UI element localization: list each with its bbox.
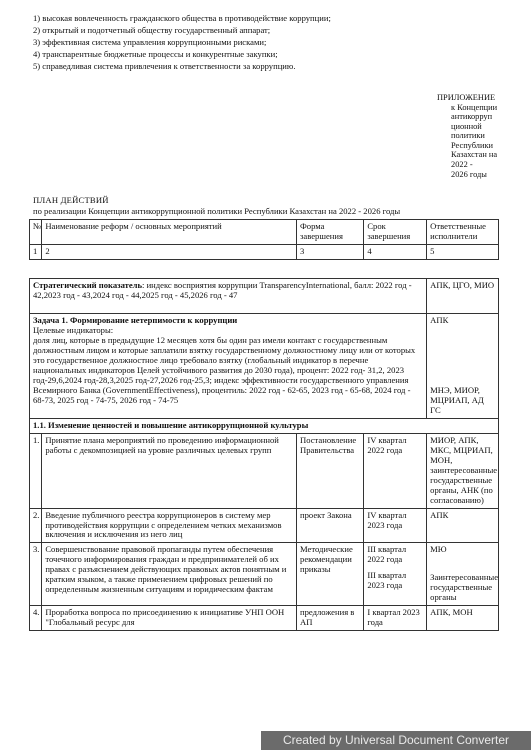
appendix-block xyxy=(437,93,497,179)
row-resp: АПК, МОН xyxy=(427,606,499,631)
appendix-line: 2022 - xyxy=(451,160,473,170)
header-cell: Срок завершения xyxy=(364,220,427,245)
row-name: Принятие плана мероприятий по проведению информационной работы с декомпозицией на уровне различных целевых групп xyxy=(42,433,297,508)
table-header-row xyxy=(30,220,499,245)
appendix-line: Республики xyxy=(451,140,494,150)
header-cell: № xyxy=(30,220,42,245)
row-term: III квартал 2022 года xyxy=(367,544,407,565)
task-cell xyxy=(30,313,427,418)
row-number: 4. xyxy=(30,606,42,631)
task-resp-2: МНЭ, МИОР, МЦРИАП, АД ГС xyxy=(430,384,484,415)
strategic-indicator-cell xyxy=(30,278,427,313)
intro-item: 2) открытый и подотчетный обществу государственный аппарат; xyxy=(33,25,271,35)
row-resp: МЮ xyxy=(430,544,447,555)
action-plan-table xyxy=(29,219,499,631)
task-resp-1: АПК xyxy=(430,314,449,325)
section-row xyxy=(30,418,499,433)
appendix-line: Казахстан на xyxy=(451,150,498,160)
row-number: 3. xyxy=(30,543,42,606)
row-name: Совершенствование правовой пропаганды путем обеспечения точечного информирования граждан и предпринимателей об их правах с разъяснением действующих правовых актов понятным и кратким языком, а также применением цифровых решений по определенным жизненным ситуациям и юридическим фактам xyxy=(42,543,297,606)
column-number: 2 xyxy=(42,244,297,259)
task-title: Задача 1. Формирование нетерпимости к коррупции xyxy=(33,314,238,325)
spacer-cell xyxy=(30,259,499,278)
row-resp: МИОР, АПК, МКС, МЦРИАП, МОН, заинтересованные государственные органы, АНК (по согласованию) xyxy=(427,433,499,508)
spacer-row xyxy=(30,259,499,278)
table-row xyxy=(30,543,499,606)
intro-item: 4) транспарентные бюджетные процессы и конкурентные закупки; xyxy=(33,49,278,59)
row-resp: АПК xyxy=(427,508,499,543)
row-term: IV квартал 2023 года xyxy=(364,508,427,543)
converter-watermark: Created by Universal Document Converter xyxy=(261,731,531,750)
row-term: IV квартал 2022 года xyxy=(364,433,427,508)
strategic-indicator-row xyxy=(30,278,499,313)
row-term: I квартал 2023 года xyxy=(364,606,427,631)
appendix-line: антикорруп xyxy=(451,112,493,122)
strategic-resp: АПК, ЦГО, МИО xyxy=(427,278,499,313)
plan-title: ПЛАН ДЕЙСТВИЙ xyxy=(33,195,109,205)
column-number-row xyxy=(30,244,499,259)
strategic-label: Стратегический показатель xyxy=(33,279,143,290)
row-form: предложения в АП xyxy=(297,606,364,631)
row-resp-2: Заинтересованные государственные органы xyxy=(430,572,499,603)
intro-item: 5) справедливая система привлечения к ответственности за коррупцию. xyxy=(33,61,296,71)
column-number: 5 xyxy=(427,244,499,259)
task-resp-cell xyxy=(427,313,499,418)
table-row xyxy=(30,433,499,508)
task-row xyxy=(30,313,499,418)
column-number: 1 xyxy=(30,244,42,259)
section-heading: 1.1. Изменение ценностей и повышение антикоррупционной культуры xyxy=(30,418,499,433)
table-row xyxy=(30,508,499,543)
appendix-line: ционной xyxy=(451,121,482,131)
appendix-line: к Концепции xyxy=(451,102,498,112)
row-number: 1. xyxy=(30,433,42,508)
task-targets-label: Целевые индикаторы: xyxy=(33,324,114,335)
row-number: 2. xyxy=(30,508,42,543)
intro-item: 1) высокая вовлеченность гражданского общества в противодействие коррупции; xyxy=(33,13,331,23)
table-row xyxy=(30,606,499,631)
intro-list xyxy=(33,14,331,74)
row-term-2: III квартал 2023 года xyxy=(367,570,407,591)
column-number: 3 xyxy=(297,244,364,259)
task-body: доля лиц, которые в предыдущие 12 месяцев хотя бы один раз имели контакт с государственным должностным лицом и которые заплатили взятку государственному должностному лицу или от которых это государственное должностное лицо требовало взятку (глобальный индикатор в перечне национальных индикаторов Целей устойчивого развития до 2030 года), процент: 2022 год- 31,2, 2023 год-29,6,2024 год-28,3,2025 год-27,2026 год-25,3; индекс эффективности государственного управления Всемирного Банка (GovernmentEffectiveness), процентиль: 2022 год - 62-65, 2023 год - 65-68, 2024 год - 68-73, 2025 год - 74-75, 2026 год - 74-75 xyxy=(33,334,416,405)
row-resp-cell xyxy=(427,543,499,606)
row-name: Проработка вопроса по присоединению к инициативе УНП ООН "Глобальный ресурс для xyxy=(42,606,297,631)
row-form: проект Закона xyxy=(297,508,364,543)
row-name: Введение публичного реестра коррупционеров в систему мер противодействия коррупции с определением четких механизмов включения и исключения из него лиц xyxy=(42,508,297,543)
appendix-title: ПРИЛОЖЕНИЕ xyxy=(437,93,496,102)
appendix-line: 2026 годы xyxy=(451,169,487,179)
appendix-line: политики xyxy=(451,131,485,141)
header-cell: Наименование реформ / основных мероприятий xyxy=(42,220,297,245)
column-number: 4 xyxy=(364,244,427,259)
strategic-text: : индекс восприятия коррупции TransparencyInternational, балл: 2022 год - 42,2023 год - 43,2024 год - 44,2025 год - 45,2026 год - 47 xyxy=(33,279,412,300)
row-form: Методические рекомендации приказы xyxy=(297,543,364,606)
row-term-cell xyxy=(364,543,427,606)
intro-item: 3) эффективная система управления коррупционными рисками; xyxy=(33,37,267,47)
header-cell: Ответственные исполнители xyxy=(427,220,499,245)
row-form: Постановление Правительства xyxy=(297,433,364,508)
header-cell: Форма завершения xyxy=(297,220,364,245)
plan-subtitle: по реализации Концепции антикоррупционной политики Республики Казахстан на 2022 - 2026 годы xyxy=(33,206,401,216)
